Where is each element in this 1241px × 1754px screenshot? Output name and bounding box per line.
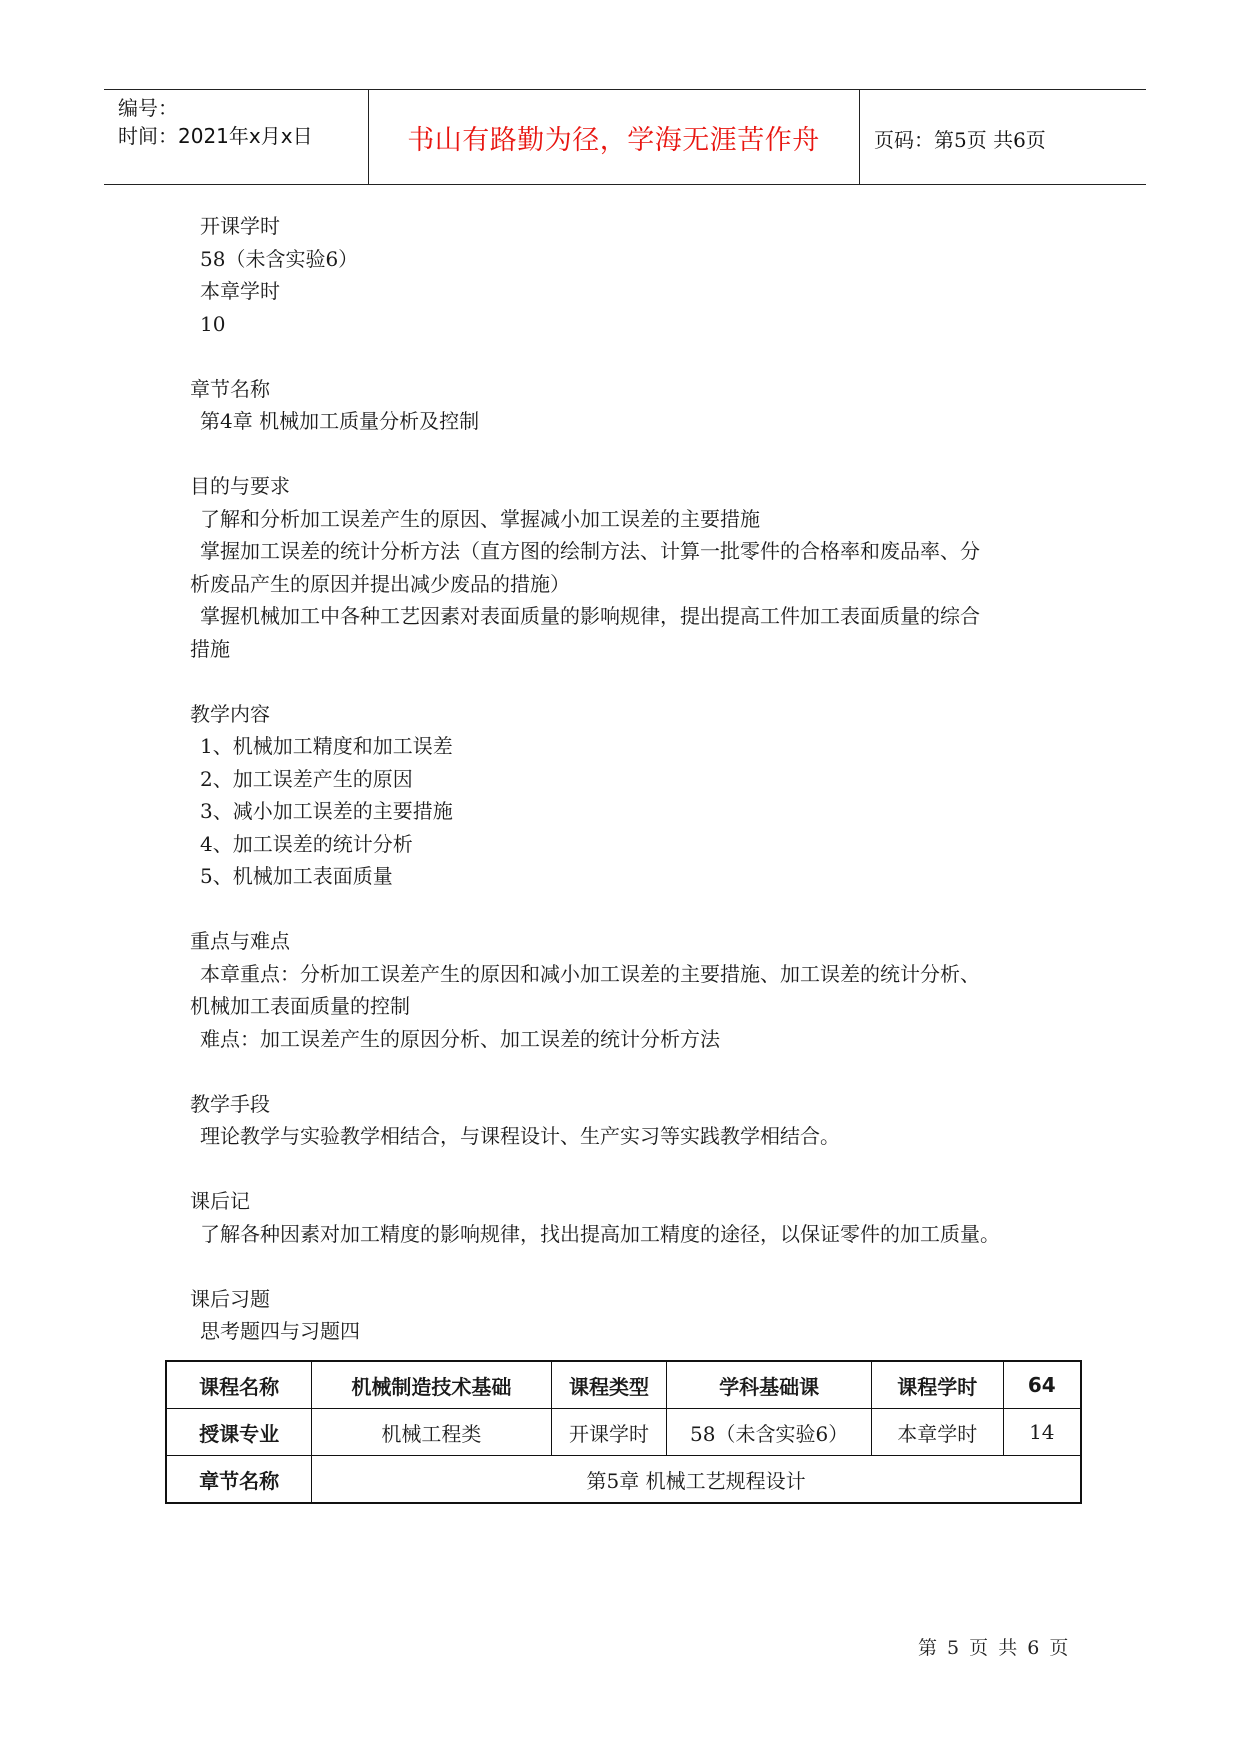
footer-page-number: 第 5 页 共 6 页 bbox=[918, 1637, 1069, 1659]
text-line: 课后习题 bbox=[190, 1286, 270, 1311]
text-line: 难点：加工误差产生的原因分析、加工误差的统计分析方法 bbox=[200, 1026, 720, 1051]
page-header bbox=[104, 89, 1146, 185]
text-line: 本章重点：分析加工误差产生的原因和减小加工误差的主要措施、加工误差的统计分析、 bbox=[200, 961, 980, 986]
blank-line bbox=[190, 1153, 1090, 1186]
text-line: 2、加工误差产生的原因 bbox=[200, 766, 413, 791]
text-line: 10 bbox=[200, 311, 226, 336]
text-line: 课后记 bbox=[190, 1189, 250, 1213]
table-cell: 本章学时 bbox=[871, 1409, 1003, 1456]
header-divider bbox=[859, 90, 860, 184]
table-cell: 课程学时 bbox=[871, 1361, 1003, 1409]
text-line: 本章学时 bbox=[200, 279, 280, 303]
text-line: 4、加工误差的统计分析 bbox=[200, 831, 413, 856]
header-page-number: 页码：第5页 共6页 bbox=[874, 128, 1046, 152]
table-cell: 授课专业 bbox=[166, 1409, 312, 1456]
blank-line bbox=[190, 1055, 1090, 1088]
table-cell: 课程类型 bbox=[551, 1361, 667, 1409]
table-cell: 开课学时 bbox=[551, 1409, 667, 1456]
table-cell: 第5章 机械工艺规程设计 bbox=[312, 1456, 1081, 1504]
blank-line bbox=[190, 340, 1090, 373]
header-meta bbox=[118, 94, 313, 150]
text-line: 目的与要求 bbox=[190, 474, 290, 498]
text-line: 理论教学与实验教学相结合，与课程设计、生产实习等实践教学相结合。 bbox=[200, 1124, 840, 1148]
text-line: 措施 bbox=[190, 636, 230, 661]
text-line: 析废品产生的原因并提出减少废品的措施） bbox=[190, 571, 570, 596]
table-cell: 课程名称 bbox=[166, 1361, 312, 1409]
text-line: 章节名称 bbox=[190, 376, 270, 401]
header-motto: 书山有路勤为径，学海无涯苦作舟 bbox=[407, 125, 820, 156]
text-line: 教学手段 bbox=[190, 1091, 270, 1116]
text-line: 5、机械加工表面质量 bbox=[200, 864, 393, 888]
text-line: 机械加工表面质量的控制 bbox=[190, 994, 410, 1018]
text-line: 开课学时 bbox=[200, 214, 280, 238]
text-line: 了解各种因素对加工精度的影响规律，找出提高加工精度的途径，以保证零件的加工质量。 bbox=[200, 1221, 1000, 1246]
text-line: 3、减小加工误差的主要措施 bbox=[200, 799, 453, 823]
text-line: 掌握机械加工中各种工艺因素对表面质量的影响规律，提出提高工件加工表面质量的综合 bbox=[200, 604, 980, 628]
number-label: 编号： bbox=[118, 96, 178, 120]
text-line: 第4章 机械加工质量分析及控制 bbox=[200, 409, 480, 433]
table-cell: 58（未含实验6） bbox=[667, 1409, 872, 1456]
blank-line bbox=[190, 1250, 1090, 1283]
text-line: 教学内容 bbox=[190, 701, 270, 726]
table-cell: 14 bbox=[1003, 1409, 1081, 1456]
text-line: 掌握加工误差的统计分析方法（直方图的绘制方法、计算一批零件的合格率和废品率、分 bbox=[200, 539, 980, 563]
text-line: 重点与难点 bbox=[190, 929, 290, 953]
text-line: 58（未含实验6） bbox=[200, 246, 359, 271]
table-cell: 学科基础课 bbox=[667, 1361, 872, 1409]
table-cell: 章节名称 bbox=[166, 1456, 312, 1504]
table-row bbox=[166, 1409, 1081, 1456]
table-cell: 64 bbox=[1003, 1361, 1081, 1409]
text-line: 了解和分析加工误差产生的原因、掌握减小加工误差的主要措施 bbox=[200, 506, 760, 531]
document-body bbox=[190, 210, 1090, 1348]
table-cell: 机械工程类 bbox=[312, 1409, 551, 1456]
blank-line bbox=[190, 665, 1090, 698]
text-line: 1、机械加工精度和加工误差 bbox=[200, 734, 453, 758]
text-line: 思考题四与习题四 bbox=[200, 1319, 360, 1343]
course-info-table bbox=[165, 1360, 1082, 1504]
table-cell: 机械制造技术基础 bbox=[312, 1361, 551, 1409]
date-label: 时间：2021年x月x日 bbox=[118, 124, 313, 148]
blank-line bbox=[190, 438, 1090, 471]
table-row bbox=[166, 1456, 1081, 1504]
table-row bbox=[166, 1361, 1081, 1409]
blank-line bbox=[190, 893, 1090, 926]
